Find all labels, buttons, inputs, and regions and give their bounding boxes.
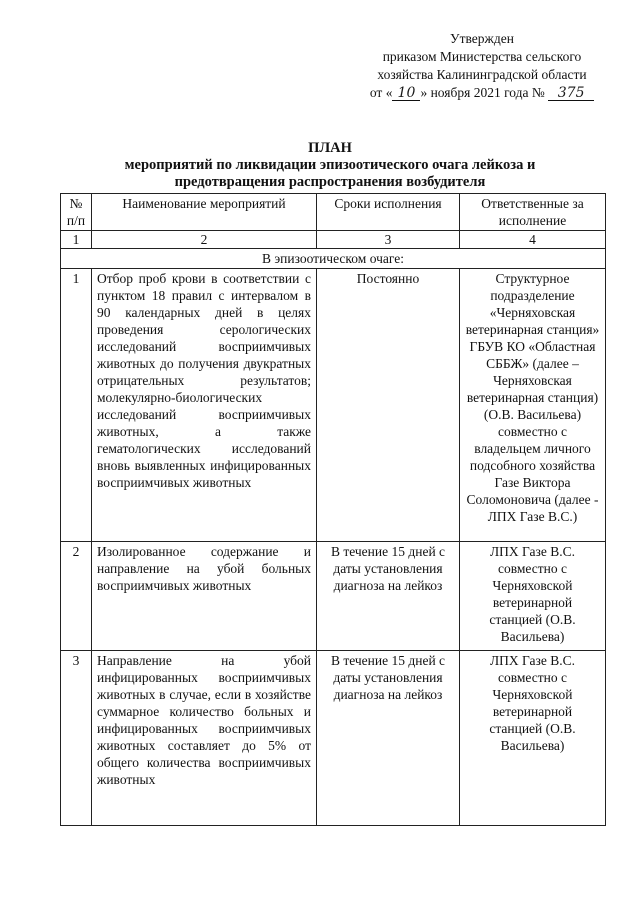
approval-line-2: приказом Министерства сельского — [382, 49, 582, 64]
index-cell: 3 — [317, 231, 460, 249]
table-row — [61, 542, 606, 651]
approval-line-4 — [352, 84, 612, 102]
approval-block — [352, 30, 612, 102]
table-row — [61, 269, 606, 542]
section-title: В эпизоотическом очаге: — [61, 249, 606, 269]
index-cell: 1 — [61, 231, 92, 249]
header-num: № п/п — [61, 194, 92, 231]
row-responsible: ЛПХ Газе В.С. совместно с Черняховской ветеринарной станцией (О.В. Васильева) — [460, 542, 606, 651]
header-resp: Ответственные за исполнение — [460, 194, 606, 231]
index-cell: 2 — [92, 231, 317, 249]
row-num: 1 — [61, 269, 92, 542]
header-name: Наименование мероприятий — [92, 194, 317, 231]
header-term: Сроки исполнения — [317, 194, 460, 231]
approval-date-middle: » ноября 2021 года № — [420, 85, 545, 100]
approval-day-handwritten: 10 — [392, 87, 420, 101]
table-header-row — [61, 194, 606, 231]
row-action: Направление на убой инфицированных восприимчивых животных в случае, если в хозяйстве суммарное количество больных и инфицированных восприимчивых животных составляет до 5% от общего количества восприимчивых животных — [92, 651, 317, 826]
row-term: В течение 15 дней с даты установления диагноза на лейкоз — [317, 542, 460, 651]
row-responsible: ЛПХ Газе В.С. совместно с Черняховской ветеринарной станцией (О.В. Васильева) — [460, 651, 606, 826]
row-term: В течение 15 дней с даты установления диагноза на лейкоз — [317, 651, 460, 826]
table-index-row — [61, 231, 606, 249]
title-subtitle-1: мероприятий по ликвидации эпизоотического очага лейкоза и — [124, 157, 536, 173]
row-responsible: Структурное подразделение «Черняховская ветеринарная станция» ГБУВ КО «Областная СББЖ» (далее – Черняховская ветеринарная станция) (О.В. Васильева) совместно с владельцем личного подсобного хозяйства Газе Виктора Соломоновича (далее - ЛПХ Газе В.С.) — [460, 269, 606, 542]
row-num: 3 — [61, 651, 92, 826]
row-term: Постоянно — [317, 269, 460, 542]
table-section-row — [61, 249, 606, 269]
document-title — [60, 140, 600, 191]
index-cell: 4 — [460, 231, 606, 249]
row-action: Изолированное содержание и направление на убой больных восприимчивых животных — [92, 542, 317, 651]
approval-date-prefix: от « — [369, 85, 393, 100]
approval-line-3: хозяйства Калининградской области — [377, 67, 587, 82]
title-subtitle-2: предотвращения распространения возбудителя — [174, 174, 486, 190]
plan-table — [60, 193, 606, 826]
title-main: ПЛАН — [308, 140, 352, 156]
row-action: Отбор проб крови в соответствии с пунктом 18 правил с интервалом в 90 календарных дней в целях проведения серологических исследований восприимчивых животных до получения двукратных отрицательных результатов; молекулярно-биологических исследований восприимчивых животных, а также гематологических исследований вновь выявленных инфицированных восприимчивых животных — [92, 269, 317, 542]
row-num: 2 — [61, 542, 92, 651]
table-row — [61, 651, 606, 826]
approval-line-1: Утвержден — [450, 31, 514, 46]
approval-number-handwritten: 375 — [548, 87, 594, 101]
